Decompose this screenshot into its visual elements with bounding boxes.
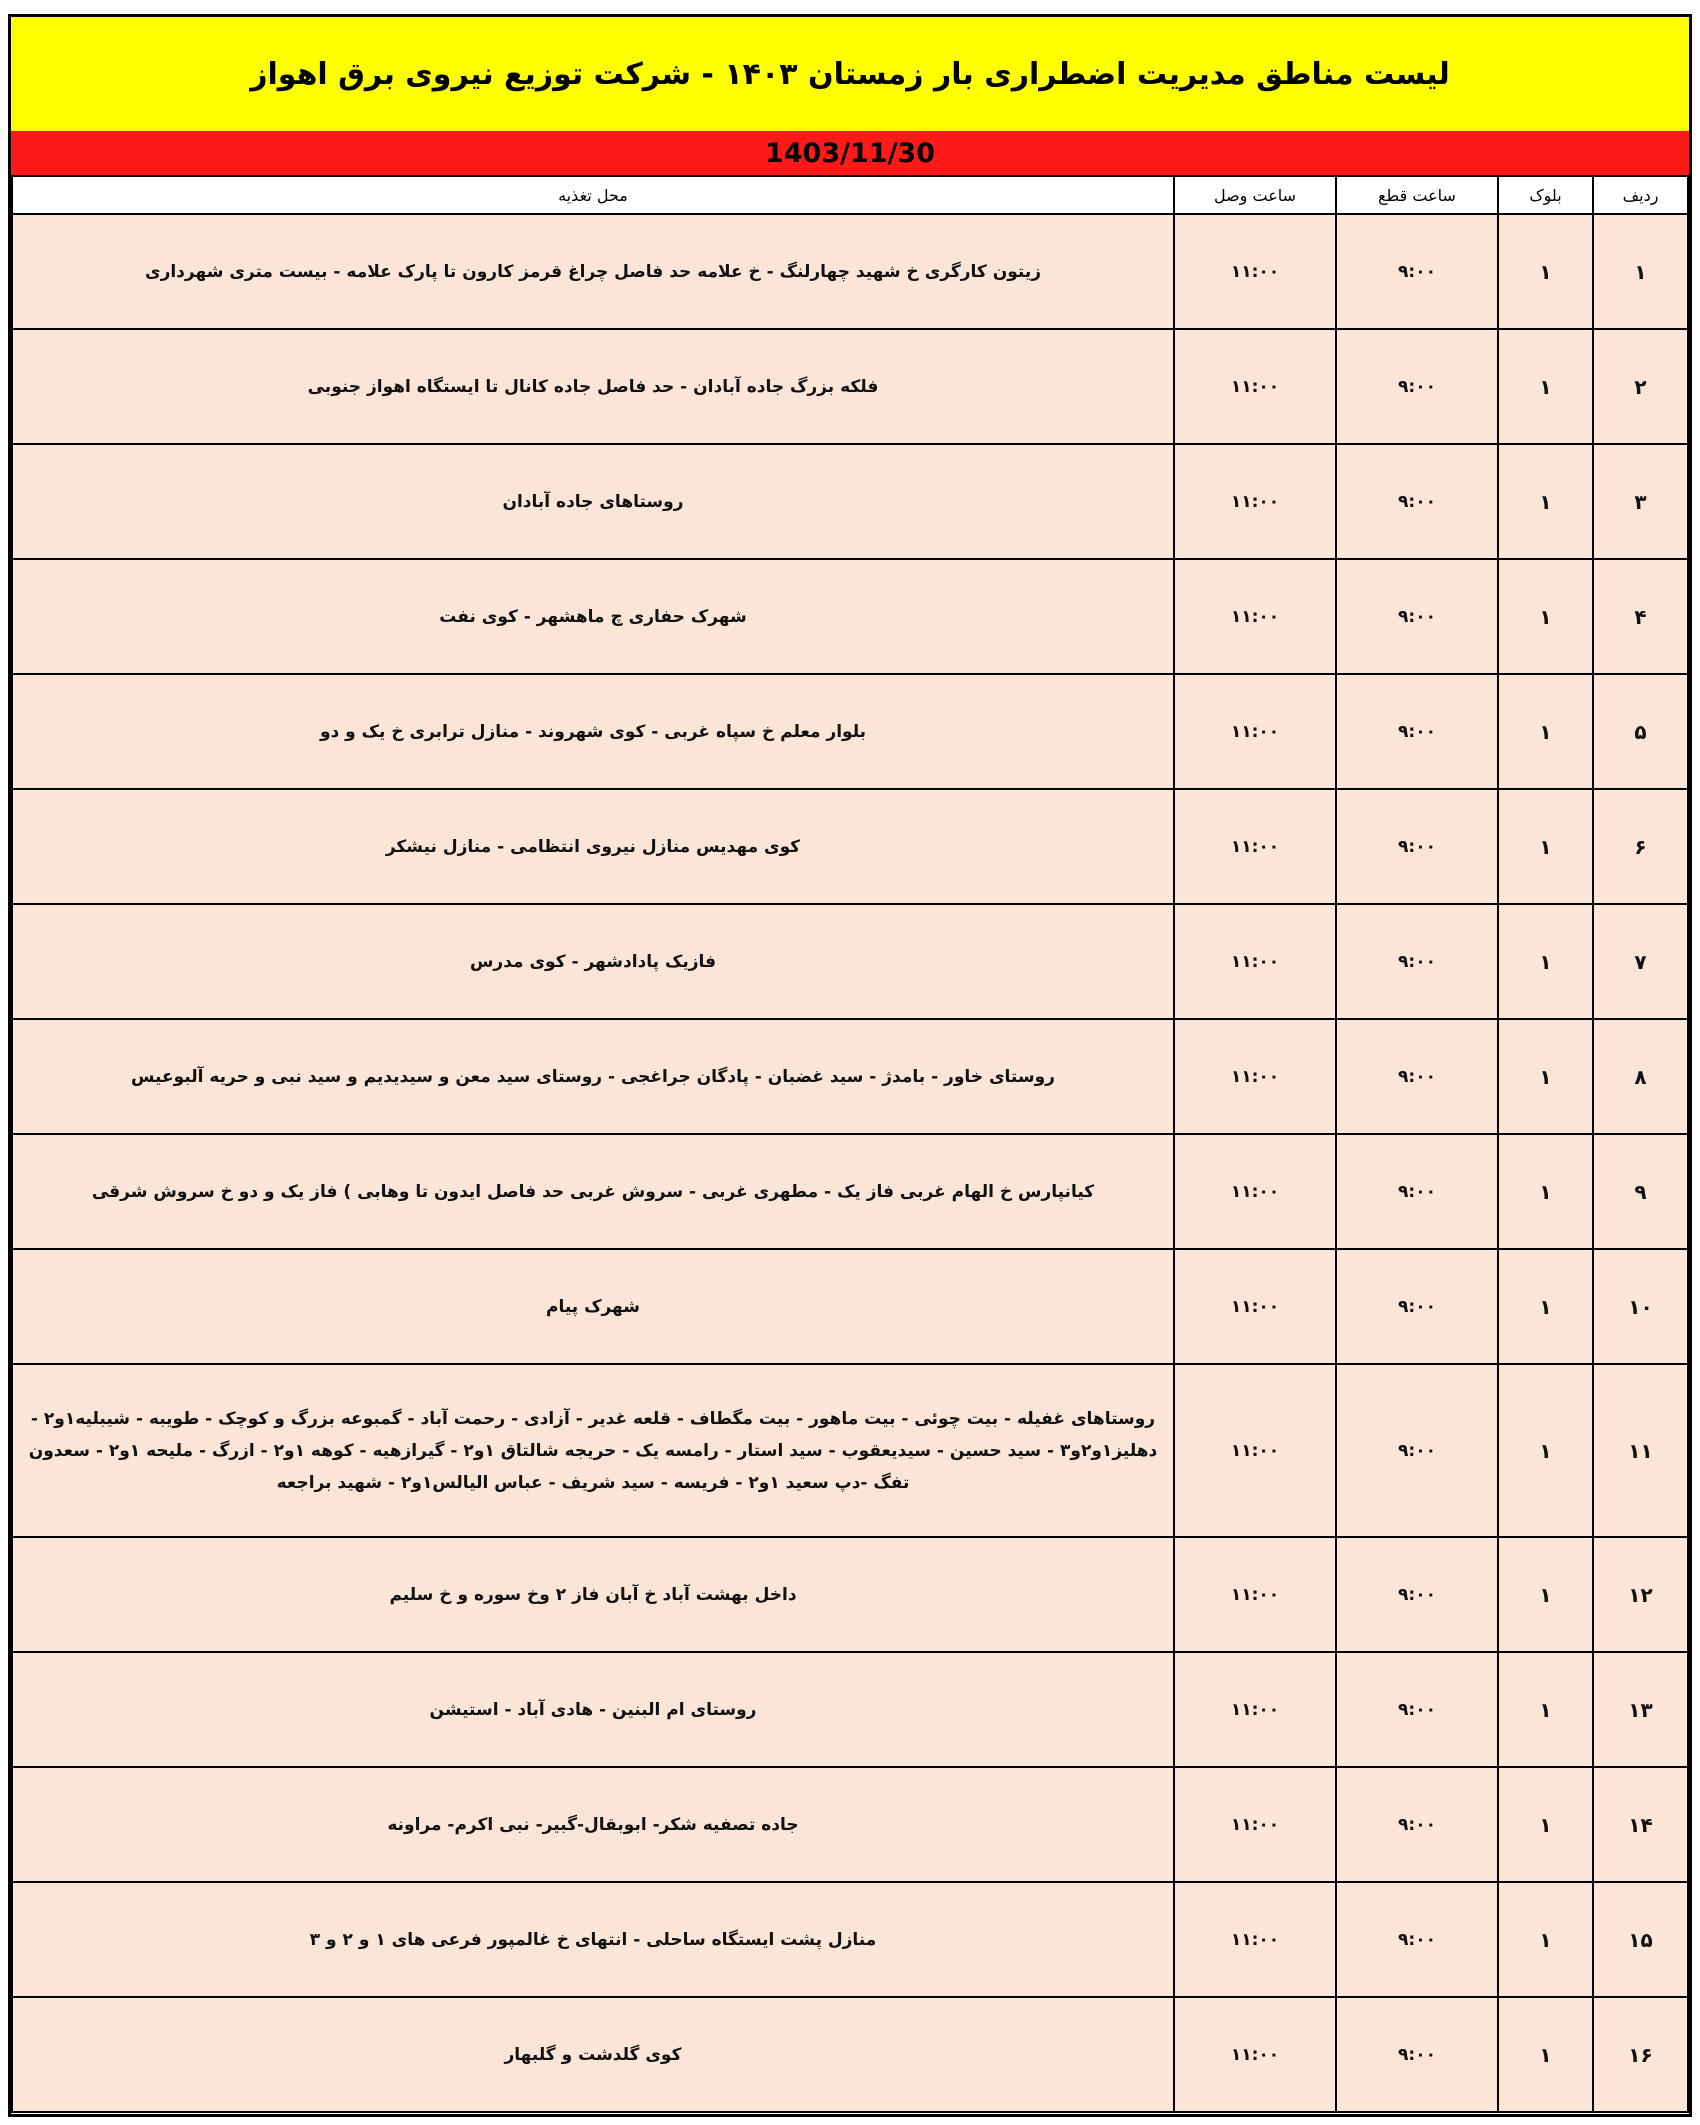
cell-area: بلوار معلم خ سپاه غربی - کوی شهروند - منازل ترابری خ یک و دو [12,674,1174,789]
cell-cut-time: ۹:۰۰ [1336,1019,1498,1134]
cell-connect-time: ۱۱:۰۰ [1174,1767,1336,1882]
cell-area: جاده تصفیه شکر- ابوبقال-گبیر- نبی اکرم- مراونه [12,1767,1174,1882]
cell-block: ۱ [1498,1767,1593,1882]
cell-block: ۱ [1498,1019,1593,1134]
column-header-cut-time: ساعت قطع [1336,176,1498,214]
cell-row-number: ۱۵ [1593,1882,1688,1997]
cell-area: روستاهای جاده آبادان [12,444,1174,559]
cell-cut-time: ۹:۰۰ [1336,1997,1498,2112]
cell-cut-time: ۹:۰۰ [1336,1652,1498,1767]
cell-block: ۱ [1498,789,1593,904]
cell-row-number: ۵ [1593,674,1688,789]
table-row [12,1652,1688,1767]
cell-connect-time: ۱۱:۰۰ [1174,329,1336,444]
cell-area: کیانپارس خ الهام غربی فاز یک - مطهری غربی - سروش غربی حد فاصل ایدون تا وهابی ) فاز یک و دو خ سروش شرقی [12,1134,1174,1249]
cell-connect-time: ۱۱:۰۰ [1174,789,1336,904]
table-header-row [12,176,1688,214]
cell-area: شهرک حفاری چ ماهشهر - کوی نفت [12,559,1174,674]
cell-connect-time: ۱۱:۰۰ [1174,904,1336,1019]
cell-row-number: ۱۰ [1593,1249,1688,1364]
table-row [12,1767,1688,1882]
cell-block: ۱ [1498,1364,1593,1537]
cell-row-number: ۱ [1593,214,1688,329]
cell-connect-time: ۱۱:۰۰ [1174,1882,1336,1997]
cell-row-number: ۴ [1593,559,1688,674]
table-row [12,904,1688,1019]
cell-row-number: ۱۱ [1593,1364,1688,1537]
cell-row-number: ۱۳ [1593,1652,1688,1767]
cell-cut-time: ۹:۰۰ [1336,214,1498,329]
cell-area: کوی مهدیس منازل نیروی انتظامی - منازل نیشکر [12,789,1174,904]
column-header-connect-time: ساعت وصل [1174,176,1336,214]
cell-area: روستای ام البنین - هادی آباد - استیشن [12,1652,1174,1767]
cell-connect-time: ۱۱:۰۰ [1174,444,1336,559]
cell-connect-time: ۱۱:۰۰ [1174,1134,1336,1249]
cell-connect-time: ۱۱:۰۰ [1174,1249,1336,1364]
cell-cut-time: ۹:۰۰ [1336,1364,1498,1537]
cell-area: کوی گلدشت و گلبهار [12,1997,1174,2112]
cell-cut-time: ۹:۰۰ [1336,789,1498,904]
table-row [12,1134,1688,1249]
cell-connect-time: ۱۱:۰۰ [1174,1652,1336,1767]
cell-row-number: ۱۲ [1593,1537,1688,1652]
cell-row-number: ۱۴ [1593,1767,1688,1882]
cell-area: روستاهای غفیله - بیت چوئی - بیت ماهور - بیت مگطاف - قلعه غدیر - آزادی - رحمت آباد - گمبوعه بزرگ و کوچک - طویبه - شیبلیه۱و۲ - دهلیز۱و۲و۳ - سید حسین - سیدیعقوب - سید استار - رامسه یک - حریجه شالتاق ۱و۲ - گیرازهیه - کوهه ۱و۲ - ازرگ - ملیحه ۱و۲ - سعدون تفگ -دپ سعید ۱و۲ - فریسه - سید شریف - عباس الیالس۱و۲ - شهید براجعه [12,1364,1174,1537]
table-row [12,1882,1688,1997]
schedule-table [11,175,1689,2113]
cell-cut-time: ۹:۰۰ [1336,329,1498,444]
cell-row-number: ۳ [1593,444,1688,559]
cell-block: ۱ [1498,214,1593,329]
cell-area: منازل پشت ایستگاه ساحلی - انتهای خ غالمپور فرعی های ۱ و ۲ و ۳ [12,1882,1174,1997]
cell-block: ۱ [1498,1134,1593,1249]
cell-block: ۱ [1498,674,1593,789]
table-row [12,1019,1688,1134]
table-row [12,329,1688,444]
cell-row-number: ۲ [1593,329,1688,444]
cell-area: شهرک پیام [12,1249,1174,1364]
cell-connect-time: ۱۱:۰۰ [1174,1997,1336,2112]
table-row [12,444,1688,559]
cell-cut-time: ۹:۰۰ [1336,444,1498,559]
date-banner: 1403/11/30 [11,131,1689,175]
cell-cut-time: ۹:۰۰ [1336,1134,1498,1249]
cell-block: ۱ [1498,1652,1593,1767]
column-header-row-number: ردیف [1593,176,1688,214]
cell-block: ۱ [1498,329,1593,444]
table-row [12,559,1688,674]
table-row [12,1249,1688,1364]
column-header-area: محل تغذیه [12,176,1174,214]
cell-block: ۱ [1498,1997,1593,2112]
cell-connect-time: ۱۱:۰۰ [1174,559,1336,674]
cell-row-number: ۶ [1593,789,1688,904]
schedule-sheet [8,14,1692,2117]
table-row [12,214,1688,329]
cell-cut-time: ۹:۰۰ [1336,1767,1498,1882]
cell-connect-time: ۱۱:۰۰ [1174,674,1336,789]
cell-cut-time: ۹:۰۰ [1336,1882,1498,1997]
cell-block: ۱ [1498,1249,1593,1364]
cell-area: روستای خاور - بامدژ - سید غضبان - پادگان جراغجی - روستای سید معن و سیدیدیم و سید نبی و حریه آلبوعیس [12,1019,1174,1134]
table-row [12,1997,1688,2112]
table-row [12,674,1688,789]
table-row [12,789,1688,904]
cell-connect-time: ۱۱:۰۰ [1174,1537,1336,1652]
cell-row-number: ۷ [1593,904,1688,1019]
cell-cut-time: ۹:۰۰ [1336,559,1498,674]
cell-area: فازیک پادادشهر - کوی مدرس [12,904,1174,1019]
cell-cut-time: ۹:۰۰ [1336,674,1498,789]
cell-connect-time: ۱۱:۰۰ [1174,1364,1336,1537]
cell-area: زیتون کارگری خ شهید چهارلنگ - خ علامه حد فاصل چراغ قرمز کارون تا پارک علامه - بیست متری شهرداری [12,214,1174,329]
cell-cut-time: ۹:۰۰ [1336,1537,1498,1652]
cell-cut-time: ۹:۰۰ [1336,904,1498,1019]
cell-row-number: ۱۶ [1593,1997,1688,2112]
table-row [12,1364,1688,1537]
cell-area: داخل بهشت آباد خ آبان فاز ۲ وخ سوره و خ سلیم [12,1537,1174,1652]
table-row [12,1537,1688,1652]
cell-row-number: ۸ [1593,1019,1688,1134]
cell-row-number: ۹ [1593,1134,1688,1249]
cell-block: ۱ [1498,1537,1593,1652]
cell-cut-time: ۹:۰۰ [1336,1249,1498,1364]
cell-block: ۱ [1498,904,1593,1019]
cell-block: ۱ [1498,444,1593,559]
cell-block: ۱ [1498,559,1593,674]
cell-connect-time: ۱۱:۰۰ [1174,1019,1336,1134]
column-header-block: بلوک [1498,176,1593,214]
cell-connect-time: ۱۱:۰۰ [1174,214,1336,329]
cell-block: ۱ [1498,1882,1593,1997]
page-title: لیست مناطق مدیریت اضطراری بار زمستان ۱۴۰۳ - شرکت توزیع نیروی برق اهواز [11,17,1689,131]
cell-area: فلکه بزرگ جاده آبادان - حد فاصل جاده کانال تا ایستگاه اهواز جنوبی [12,329,1174,444]
